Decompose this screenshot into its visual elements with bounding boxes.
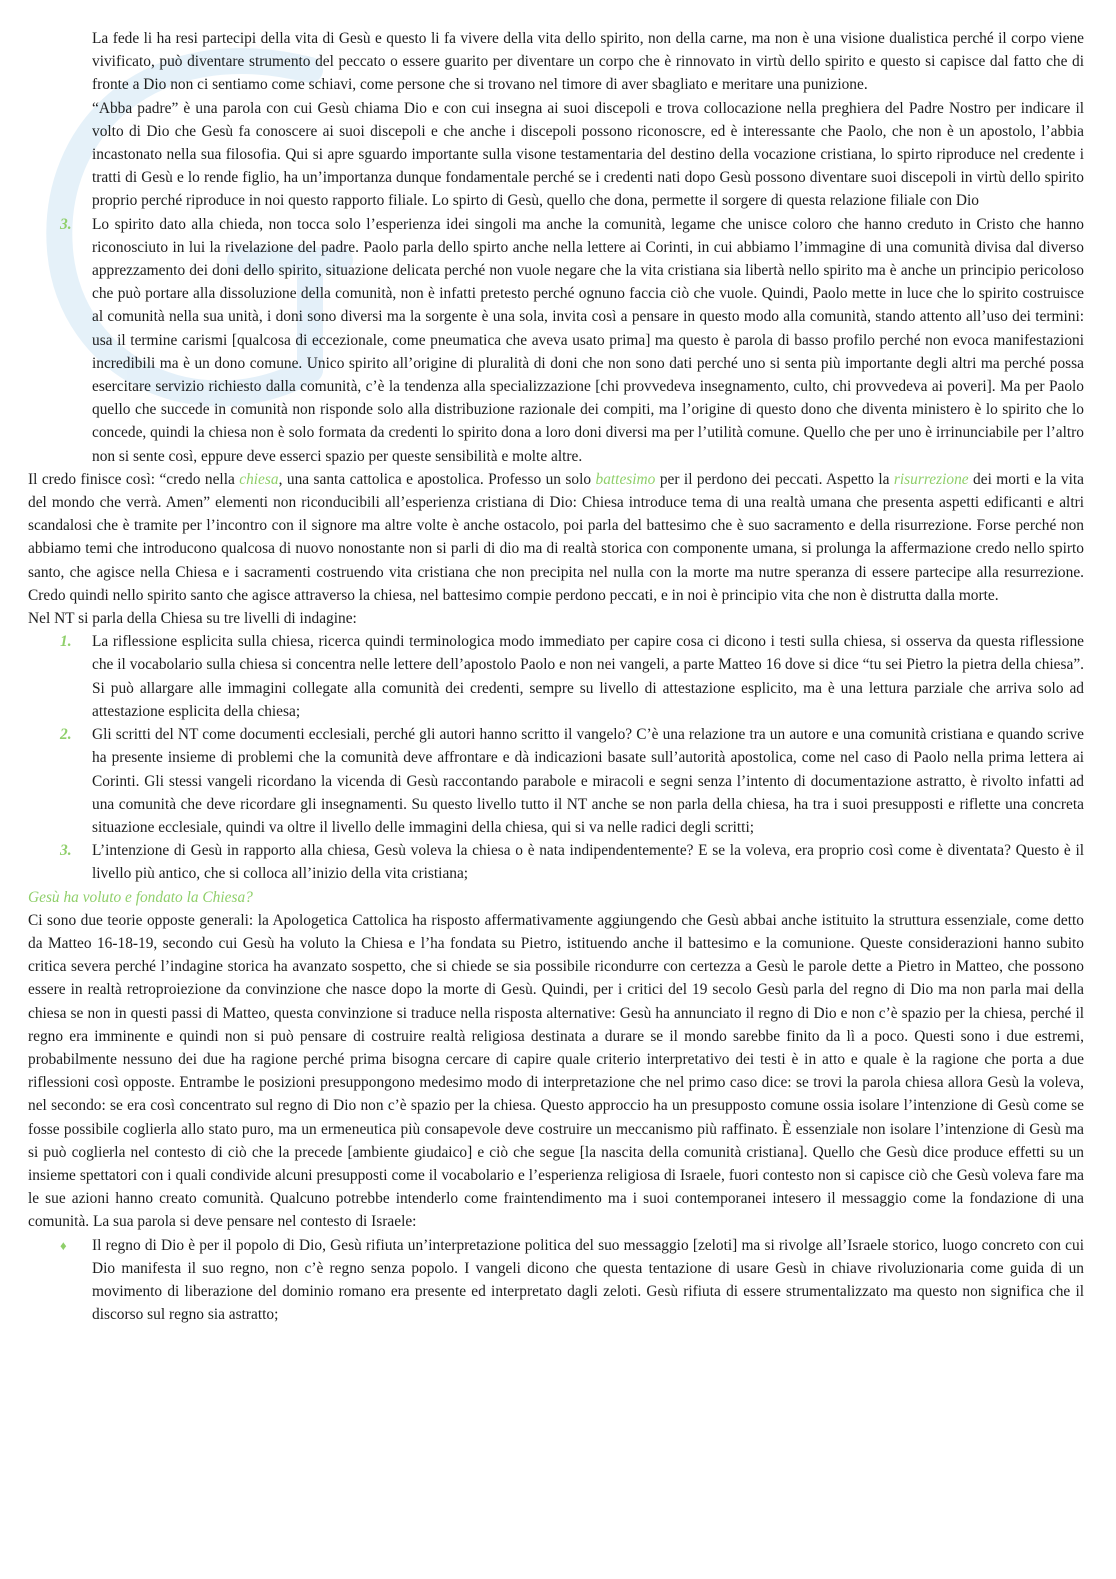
list-item-1-riflessione xyxy=(28,630,1084,723)
list-number: 3. xyxy=(60,215,72,233)
list-item-text: La riflessione esplicita sulla chiesa, ricerca quindi terminologica modo immediato per capire cosa ci dicono i testi sulla chiesa, si osserva da questa riflessione che il vocabolario sulla chiesa si concentra nelle lettere dell’apostolo Paolo e non nei vangeli, a parte Matteo 16 dove si dice “tu sei Pietro la pietra della chiesa”. Si può allargare alle immagini collegate alla comunità dei credenti, sempre su livello di attestazione esplicito, ma è una lettura parziale che arriva solo ad attestazione esplicita della chiesa; xyxy=(92,633,1084,720)
list-item-text: L’intenzione di Gesù in rapporto alla chiesa, Gesù voleva la chiesa o è nata indipendentemente? E se la voleva, era proprio così come è diventata? Questo è il livello più antico, che si colloca all’inizio della vita cristiana; xyxy=(92,842,1084,883)
document-body xyxy=(28,27,1084,1326)
keyword-battesimo: battesimo xyxy=(595,470,656,488)
paragraph-nt-intro: Nel NT si parla della Chiesa su tre livelli di indagine: xyxy=(28,610,357,628)
paragraph-teorie: Ci sono due teorie opposte generali: la Apologetica Cattolica ha risposto affermativamente aggiungendo che Gesù abbai anche istituito la struttura essenziale, come detto da Matteo 16-18-19, secondo cui Gesù ha voluto la Chiesa e l’ha fondata su Pietro, istituendo anche il battesimo e la comunione. Queste considerazioni hanno subito critica severa perché l’indagine storica ha avanzato sospetto, che si chiede se sia possibile ricondurre con certezza a Gesù le parole dette a Pietro in Matteo, che possono essere in realtà retroproiezione da convinzione che nasce dopo la morte di Gesù. Quindi, per i critici del 19 secolo Gesù parla del regno di Dio ma non parla mai della chiesa se non in questi passi di Matteo, questa convinzione si traduce nella risposta alternative: Gesù ha annunciato il regno di Dio e non c’è spazio per la chiesa, perché il regno era imminente e quindi non si può pensare di costruire realtà religiosa destinata a durare se il mondo sarebbe finito da lì a poco. Questi sono i due estremi, probabilmente nessuno dei due ha ragione perché prima bisogna cercare di capire quale criterio interpretativo dei testi è in atto e quale è la ragione che porta a due riflessioni così opposte. Entrambe le posizioni presuppongono medesimo modo di interpretazione che nel primo caso dice: se trovi la parola chiesa allora Gesù la voleva, nel secondo: se era così concentrato sul regno di Dio non c’è spazio per la chiesa. Questo approccio ha un presupposto comune ossia isolare l’intenzione di Gesù come se fosse possibile coglierla allo stato puro, ma un ermeneutica più consapevole deve costruire un meccanismo più raffinato. È essenziale non isolare l’intenzione di Gesù ma si può coglierla nel contesto di ciò che la precede [ambiente giudaico] e ciò che segue [la nascita della comunità cristiana]. Quello che Gesù dice produce effetti su un insieme spettatori con i quali condivide alcuni presupposti come il vocabolario e l’esperienza religiosa di Israele, fuori contesto non si capisce ciò che Gesù voleva fare ma le sue azioni hanno creato comunità. Qualcuno potrebbe intenderlo come fraintendimento ma i suoi contemporanei intesero il messaggio come la fondazione di una comunità. La sua parola si deve pensare nel contesto di Israele: xyxy=(28,911,1084,1231)
credo-text-2: , una santa cattolica e apostolica. Professo un solo xyxy=(278,470,596,488)
list-item-3-intenzione xyxy=(28,839,1084,885)
bullet-item-regno xyxy=(28,1234,1084,1327)
credo-text-4: dei morti e la vita del mondo che verrà. Amen” elementi non riconducibili all’esperienza cristiana di Dio: Chiesa introduce tema di una realtà umana che presenta aspetti edificanti e altri scandalosi che è tramite per l’incontro con il signore ma altre volte è anche ostacolo, poi parla del battesimo che è suo sacramento e della risurrezione. Forse perché non abbiamo temi che introducono qualcosa di nuovo nonostante non si parli di dio ma di realtà storica con componente umana, si prolunga la affermazione credo nello spirto santo, che agisce nella Chiesa e i sacramenti costruendo vita cristiana che non precipita nel nulla con la morte ma nutre speranza di essere partecipe alla resurrezione. Credo quindi nello spirito santo che agisce attraverso la chiesa, nel battesimo compie perdono peccati, e in noi è principio vita che non è distrutta dalla morte. xyxy=(28,470,1084,604)
list-number: 3. xyxy=(60,842,72,860)
list-item-text: Lo spirito dato alla chieda, non tocca solo l’esperienza idei singoli ma anche la comunità, legame che unisce coloro che hanno creduto in Cristo che hanno riconosciuto in lui la rivelazione del padre. Paolo parla dello spirto anche nella lettere ai Corinti, in cui abbiamo l’immagine di una comunità divisa dal diverso apprezzamento dei doni dello spirito, situazione delicata perché non vuole negare che la vita cristiana sia libertà nello spirito ma è anche un principio pericoloso che può portare alla dissoluzione della comunità, non è infatti pretesto perché ognuno faccia ciò che vuole. Quindi, Paolo mette in luce che lo spirito costruisce al comunità nella sua unità, i doni sono diversi ma la sorgente è una sola, invita così a pensare in questo modo alla comunità, stando attento all’uso dei termini: usa il termine carismi [qualcosa di eccezionale, come pneumatica che aveva usato prima] ma questo è parola di basso profilo perché non evoca manifestazioni incredibili ma è un dono comune. Unico spirito all’origine di pluralità di doni che non sono dati perché uno si senta più importante degli altri ma perché possa esercitare servizio richiesto dalla comunità, c’è la tendenza alla specializzazione [chi provvedeva insegnamento, culto, chi provvedeva ai poveri]. Ma per Paolo quello che succede in comunità non risponde solo alla distribuzione razionale dei compiti, ma l’origine di questo dono che diventa ministero è lo spirito che lo concede, quindi la chiesa non è solo formata da credenti lo spirito dona a loro doni diversi ma per l’utilità comune. Quello che per uno è irrinunciabile per l’altro non si sente così, eppure deve esserci spazio per queste sensibilità e molte altre. xyxy=(92,215,1084,465)
credo-text-3: per il perdono dei peccati. Aspetto la xyxy=(655,470,894,488)
list-item-text: Gli scritti del NT come documenti ecclesiali, perché gli autori hanno scritto il vangelo? C’è una relazione tra un autore e una comunità cristiana e quando scrive ha presente insieme di problemi che la comunità deve affrontare e dà indicazioni basate sull’autorità apostolica, come nel caso di Paolo nella prima lettera ai Corinti. Gli stessi vangeli ricordano la vicenda di Gesù raccontando parabole e miracoli e segni senza l’intento di documentazione astratto, è rivolto infatti ad una comunità che deve ricordare gli insegnamenti. Su questo livello tutto il NT anche se non parla della chiesa, ha tra i suoi presupposti e riflette una concreta situazione ecclesiale, quindi va oltre il livello delle immagini della chiesa, qui si va nelle radici degli scritti; xyxy=(92,726,1084,836)
paragraph-fede: La fede li ha resi partecipi della vita di Gesù e questo li fa vivere della vita dello spirito, non della carne, ma non è una visione dualistica perché il corpo viene vivificato, può diventare strumento del peccato o essere guarito per diventare un corpo che è rinnovato in virtù dello spirito e questo si capisce dal fatto che di fronte a Dio non ci sentiamo come schiavi, come persone che si trovano nel timore di aver sbagliato e meritare una punizione. xyxy=(92,30,1084,94)
list-item-3-spirito xyxy=(28,213,1084,468)
keyword-chiesa: chiesa xyxy=(239,470,279,488)
list-item-2-scritti xyxy=(28,723,1084,839)
paragraph-abba-padre: “Abba padre” è una parola con cui Gesù chiama Dio e con cui insegna ai suoi discepoli e trova collocazione nella preghiera del Padre Nostro per indicare il volto di Dio che Gesù fa conoscere ai suoi discepoli e che anche i discepoli possono riconoscre, ed è interessante che Paolo, che non è un apostolo, l’abbia incastonato nella sua filosofia. Qui si apre sguardo importante sulla visone testamentaria del destino della vocazione cristiana, lo spirto riproduce nel credente i tratti di Gesù e lo rende figlio, ha un’importanza dunque fondamentale perché se i credenti nati dopo Gesù possono diventare suoi discepoli in virtù dello spirito proprio perché riproduce in noi questo rapporto filiale. Lo spirto di Gesù, quello che dona, permette il sorgere di questa relazione filiale con Dio xyxy=(92,99,1084,210)
diamond-bullet-icon: ♦ xyxy=(60,1237,67,1253)
credo-text-1: Il credo finisce così: “credo nella xyxy=(28,470,240,488)
bullet-item-text: Il regno di Dio è per il popolo di Dio, Gesù rifiuta un’interpretazione politica del suo messaggio [zeloti] ma si rivolge all’Israele storico, luogo concreto con cui Dio manifesta il suo regno, non c’è regno senza popolo. I vangeli dicono che questa tentazione di usare Gesù in chiave rivoluzionaria come guida di un movimento di liberazione del dominio romano era presente ed interpretato dagli zeloti. Gesù rifiuta di essere strumentalizzato ma questo non significa che il discorso sul regno sia astratto; xyxy=(92,1236,1084,1324)
list-number: 2. xyxy=(60,726,72,744)
keyword-risurrezione: risurrezione xyxy=(893,470,969,488)
section-heading: Gesù ha voluto e fondato la Chiesa? xyxy=(28,888,253,906)
list-number: 1. xyxy=(60,633,72,651)
paragraph-credo xyxy=(28,468,1084,607)
